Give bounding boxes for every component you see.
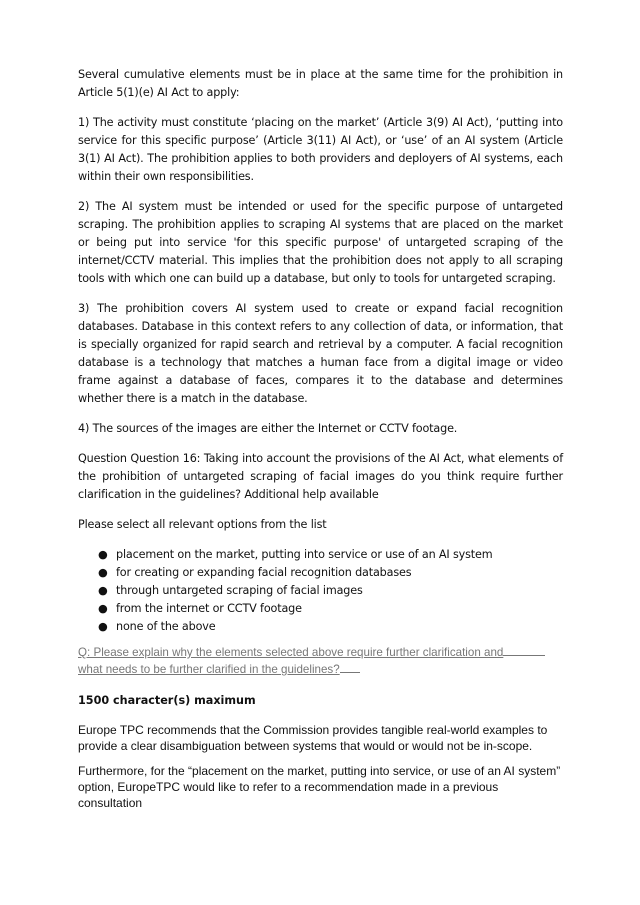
list-item: ● placement on the market, putting into service or use of an AI system	[98, 546, 563, 564]
element-2-paragraph: 2) The AI system must be intended or used for the specific purpose of untargeted scraping. The prohibition applies to scraping AI systems that are placed on the market or being put into service 'for this specific purpose' of untargeted scraping of the internet/CCTV material. This implies that the prohibition does not apply to all scraping tools with which one can build up a database, but only to tools for untargeted scraping.	[78, 200, 563, 285]
element-4-paragraph: 4) The sources of the images are either the Internet or CCTV footage.	[78, 422, 458, 435]
intro-paragraph: Several cumulative elements must be in place at the same time for the prohibition in Article 5(1)(e) AI Act to apply:	[78, 68, 563, 99]
bullet-icon: ●	[98, 548, 108, 561]
list-item: ● from the internet or CCTV footage	[98, 600, 563, 618]
sub-question: Q: Please explain why the elements selected above require further clarification and what needs to be further clarified in the guidelines?	[78, 644, 563, 678]
list-item: ● for creating or expanding facial recognition databases	[98, 564, 563, 582]
bullet-icon: ●	[98, 584, 108, 597]
document-page	[78, 66, 563, 820]
element-3-paragraph: 3) The prohibition covers AI system used to create or expand facial recognition databases. Database in this context refers to any collection of data, or information, that is specially organized for rapid search and retrieval by a computer. A facial recognition database is a technology that matches a human face from a digital image or video frame against a database of faces, compares it to the database and determines whether there is a match in the database.	[78, 302, 563, 405]
question-paragraph: Question Question 16: Taking into account the provisions of the AI Act, what elements of the prohibition of untargeted scraping of facial images do you think require further clarification in the guidelines? Additional help available	[78, 452, 563, 501]
bullet-icon: ●	[98, 620, 108, 633]
list-item: ● through untargeted scraping of facial images	[98, 582, 563, 600]
bullet-icon: ●	[98, 566, 108, 579]
bullet-icon: ●	[98, 602, 108, 615]
list-item: ● none of the above	[98, 618, 563, 636]
select-instruction: Please select all relevant options from the list	[78, 518, 327, 531]
element-1-paragraph: 1) The activity must constitute ‘placing on the market’ (Article 3(9) AI Act), ‘putting into service for this specific purpose’ (Article 3(11) AI Act), or ‘use’ of an AI system (Article 3(1) AI Act). The prohibition applies to both providers and deployers of AI systems, each within their own responsibilities.	[78, 116, 563, 183]
char-limit-label: 1500 character(s) maximum	[78, 694, 256, 707]
options-list	[78, 546, 563, 636]
answer-paragraph-2: Furthermore, for the “placement on the market, putting into service, or use of an AI system” option, EuropeTPC would like to refer to a recommendation made in a previous consultation	[78, 764, 561, 810]
answer-paragraph-1: Europe TPC recommends that the Commission provides tangible real-world examples to provide a clear disambiguation between systems that would or would not be in-scope.	[78, 723, 548, 753]
